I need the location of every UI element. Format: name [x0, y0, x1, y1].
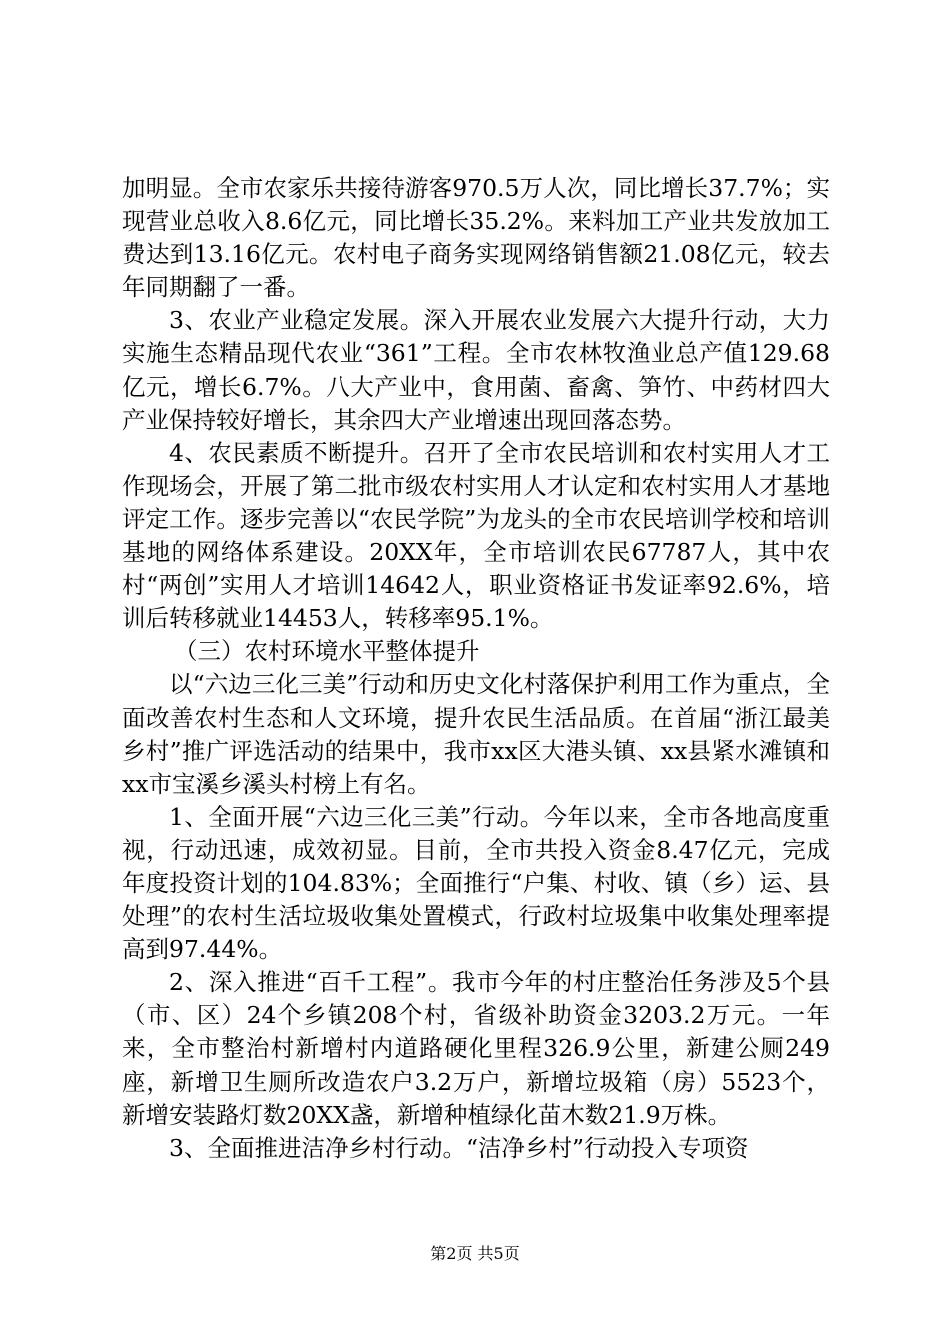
paragraph-farmer-quality: 4、农民素质不断提升。召开了全市农民培训和农村实用人才工作现场会，开展了第二批市级农村实用人才认定和农村实用人才基地评定工作。逐步完善以“农民学院”为龙头的全市农民培训学校和培训基地的网络体系建设。20XX年，全市培训农民67787人，其中农村“两创”实用人才培训14642人，职业资格证书发证率92.6%，培训后转移就业14453人，转移率95.1%。	[122, 438, 830, 633]
paragraph-agriculture-industry: 3、农业产业稳定发展。深入开展农业发展六大提升行动，大力实施生态精品现代农业“361”工程。全市农林牧渔业总产值129.68亿元，增长6.7%。八大产业中，食用菌、畜禽、笋竹、中药材四大产业保持较好增长，其余四大产业增速出现回落态势。	[122, 306, 830, 434]
paragraph-clean-village: 3、全面推进洁净乡村行动。“洁净乡村”行动投入专项资	[169, 1133, 749, 1162]
paragraph-hundred-thousand-project: 2、深入推进“百千工程”。我市今年的村庄整治任务涉及5个县（市、区）24个乡镇208个村，省级补助资金3203.2万元。一年来，全市整治村新增村内道路硬化里程326.9公里，新建公厕249座，新增卫生厕所改造农户3.2万户，新增垃圾箱（房）5523个，新增安装路灯数20XX盏，新增种植绿化苗木数21.9万株。	[122, 968, 830, 1129]
section-heading-rural-environment: （三）农村环境水平整体提升	[174, 637, 480, 666]
page-number-footer: 第2页 共5页	[430, 1244, 520, 1263]
paragraph-environment-intro: 以“六边三化三美”行动和历史文化村落保护利用工作为重点，全面改善农村生态和人文环境，提升农民生活品质。在首届“浙江最美乡村”推广评选活动的结果中，我市xx区大港头镇、xx县紧水滩镇和xx市宝溪乡溪头村榜上有名。	[122, 670, 830, 798]
paragraph-continuation: 加明显。全市农家乐共接待游客970.5万人次，同比增长37.7%；实现营业总收入8.6亿元，同比增长35.2%。来料加工产业共发放加工费达到13.16亿元。农村电子商务实现网络销售额21.08亿元，较去年同期翻了一番。	[122, 174, 830, 302]
paragraph-six-sides-action: 1、全面开展“六边三化三美”行动。今年以来，全市各地高度重视，行动迅速，成效初显。目前，全市共投入资金8.47亿元，完成年度投资计划的104.83%；全面推行“户集、村收、镇（乡）运、县处理”的农村生活垃圾收集处置模式，行政村垃圾集中收集处理率提高到97.44%。	[122, 802, 830, 964]
document-body	[122, 172, 830, 1165]
